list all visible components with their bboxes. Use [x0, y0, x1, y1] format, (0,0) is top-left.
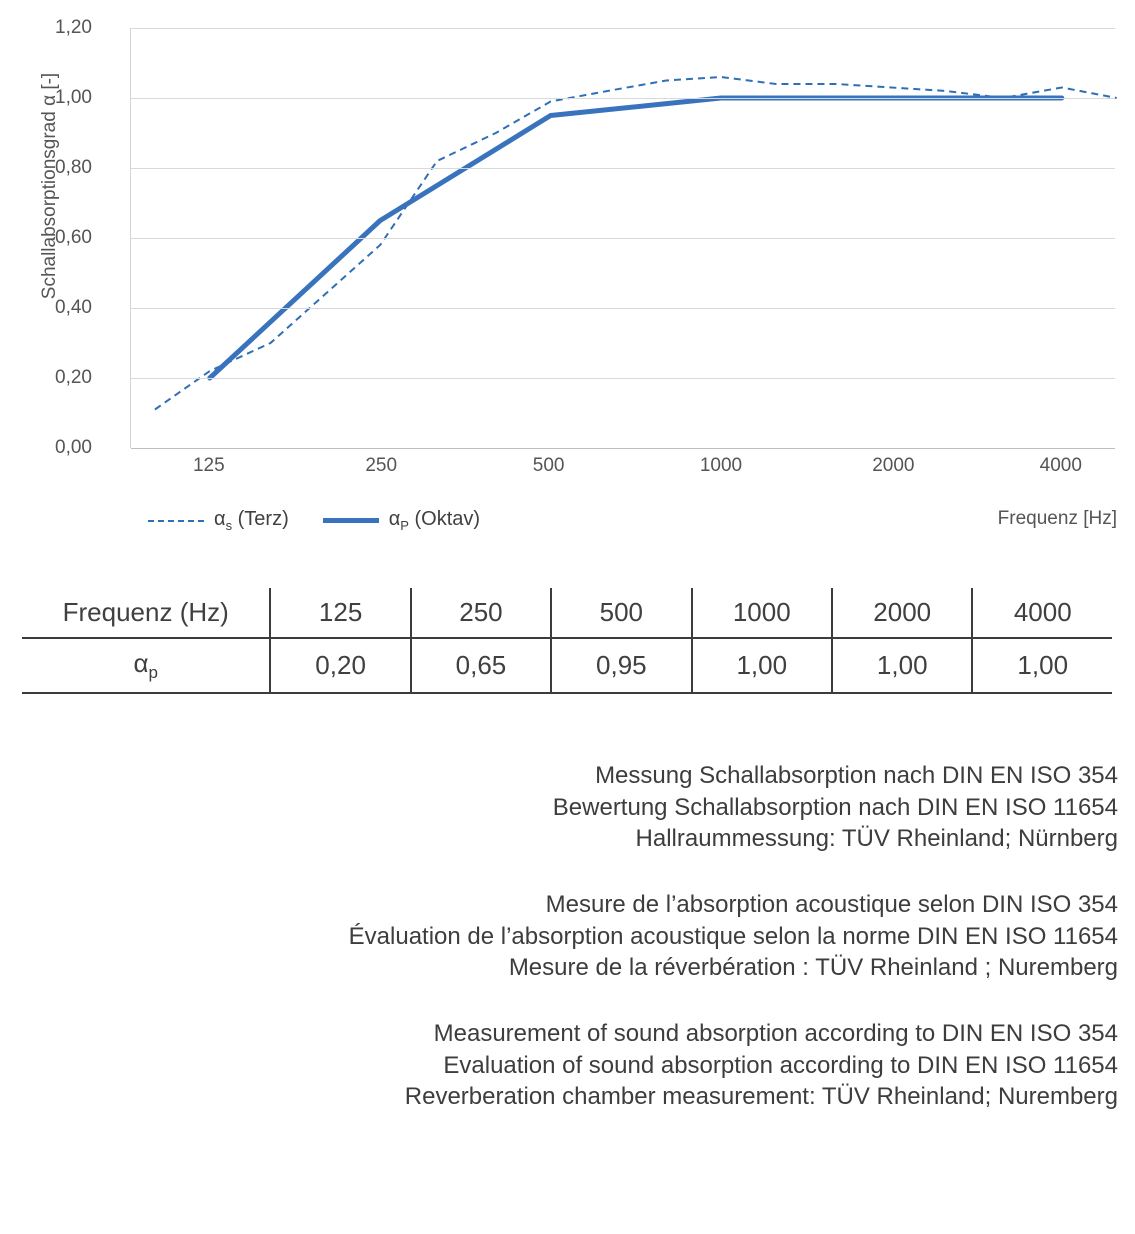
table-cell-freq-125: 125 [270, 588, 410, 638]
x-axis-title: Frequenz [Hz] [997, 508, 1117, 529]
y-tick-label: 0,60 [55, 227, 92, 248]
table-cell-freq-4000: 4000 [972, 588, 1112, 638]
note-line: Reverberation chamber measurement: TÜV Rheinland; Nuremberg [404, 1083, 1118, 1111]
note-line: Evaluation of sound absorption according to DIN EN ISO 11654 [443, 1051, 1118, 1079]
gridline [131, 28, 1115, 29]
note-line: Messung Schallabsorption nach DIN EN ISO 354 [595, 762, 1118, 789]
note-line: Mesure de la réverbération : TÜV Rheinland ; Nuremberg [508, 954, 1118, 982]
y-tick-label: 0,20 [55, 367, 92, 388]
y-tick-label: 1,00 [55, 87, 92, 108]
series-line [155, 77, 1117, 410]
gridline [131, 238, 1115, 239]
gridline [131, 168, 1115, 169]
note-line: Measurement of sound absorption according to DIN EN ISO 354 [433, 1020, 1118, 1048]
y-tick-label: 0,80 [55, 157, 92, 178]
table-cell-alpha-2000: 1,00 [832, 638, 972, 693]
table-row-alpha [22, 638, 1112, 693]
table-cell-freq-500: 500 [551, 588, 691, 638]
x-tick-label: 4000 [1039, 455, 1082, 476]
table-label-alpha: $\alpha_p$ [22, 638, 270, 693]
table-cell-freq-250: 250 [411, 588, 551, 638]
dashed-line-icon [148, 520, 204, 522]
table-cell-alpha-250: 0,65 [411, 638, 551, 693]
solid-line-icon [323, 518, 379, 523]
note-line: Hallraummessung: TÜV Rheinland; Nürnberg [635, 825, 1118, 853]
y-tick-label: 1,20 [55, 17, 92, 38]
note-line: Mesure de l’absorption acoustique selon DIN ISO 354 [545, 891, 1118, 919]
y-tick-label: 0,40 [55, 297, 92, 318]
gridline [131, 308, 1115, 309]
legend-label-oktav: $\alpha_P$ (Oktav) [388, 508, 481, 533]
standards-notes [0, 760, 1118, 1147]
note-line: Évaluation de l’absorption acoustique selon la norme DIN EN ISO 11654 [348, 922, 1118, 950]
notes-german [0, 760, 1118, 855]
x-tick-label: 500 [532, 455, 565, 476]
gridline [131, 448, 1115, 449]
table-cell-freq-2000: 2000 [832, 588, 972, 638]
absorption-chart [0, 0, 1135, 560]
gridline [131, 98, 1115, 99]
legend-label-terz: $\alpha_s$ (Terz) [214, 508, 289, 533]
absorption-data-table [22, 588, 1112, 694]
x-tick-label: 250 [365, 455, 398, 476]
table-row-frequency [22, 588, 1112, 638]
note-line: Bewertung Schallabsorption nach DIN EN ISO 11654 [552, 793, 1118, 821]
table-cell-alpha-125: 0,20 [270, 638, 410, 693]
table-cell-alpha-500: 0,95 [551, 638, 691, 693]
gridline [131, 378, 1115, 379]
y-tick-label: 0,00 [55, 437, 92, 458]
x-tick-label: 2000 [872, 455, 915, 476]
table-cell-alpha-1000: 1,00 [692, 638, 832, 693]
x-tick-label: 1000 [699, 455, 743, 476]
table-label-frequency: Frequenz (Hz) [22, 588, 270, 638]
legend-item-oktav [323, 508, 480, 533]
notes-french [0, 889, 1118, 984]
y-axis-title: Schallabsorptionsgrad α [-] [39, 72, 60, 300]
notes-english [0, 1018, 1118, 1113]
chart-legend [148, 508, 480, 533]
x-tick-label: 125 [192, 455, 225, 476]
legend-item-terz [148, 508, 289, 533]
table-cell-freq-1000: 1000 [692, 588, 832, 638]
table-cell-alpha-4000: 1,00 [972, 638, 1112, 693]
plot-area [55, 17, 1115, 458]
